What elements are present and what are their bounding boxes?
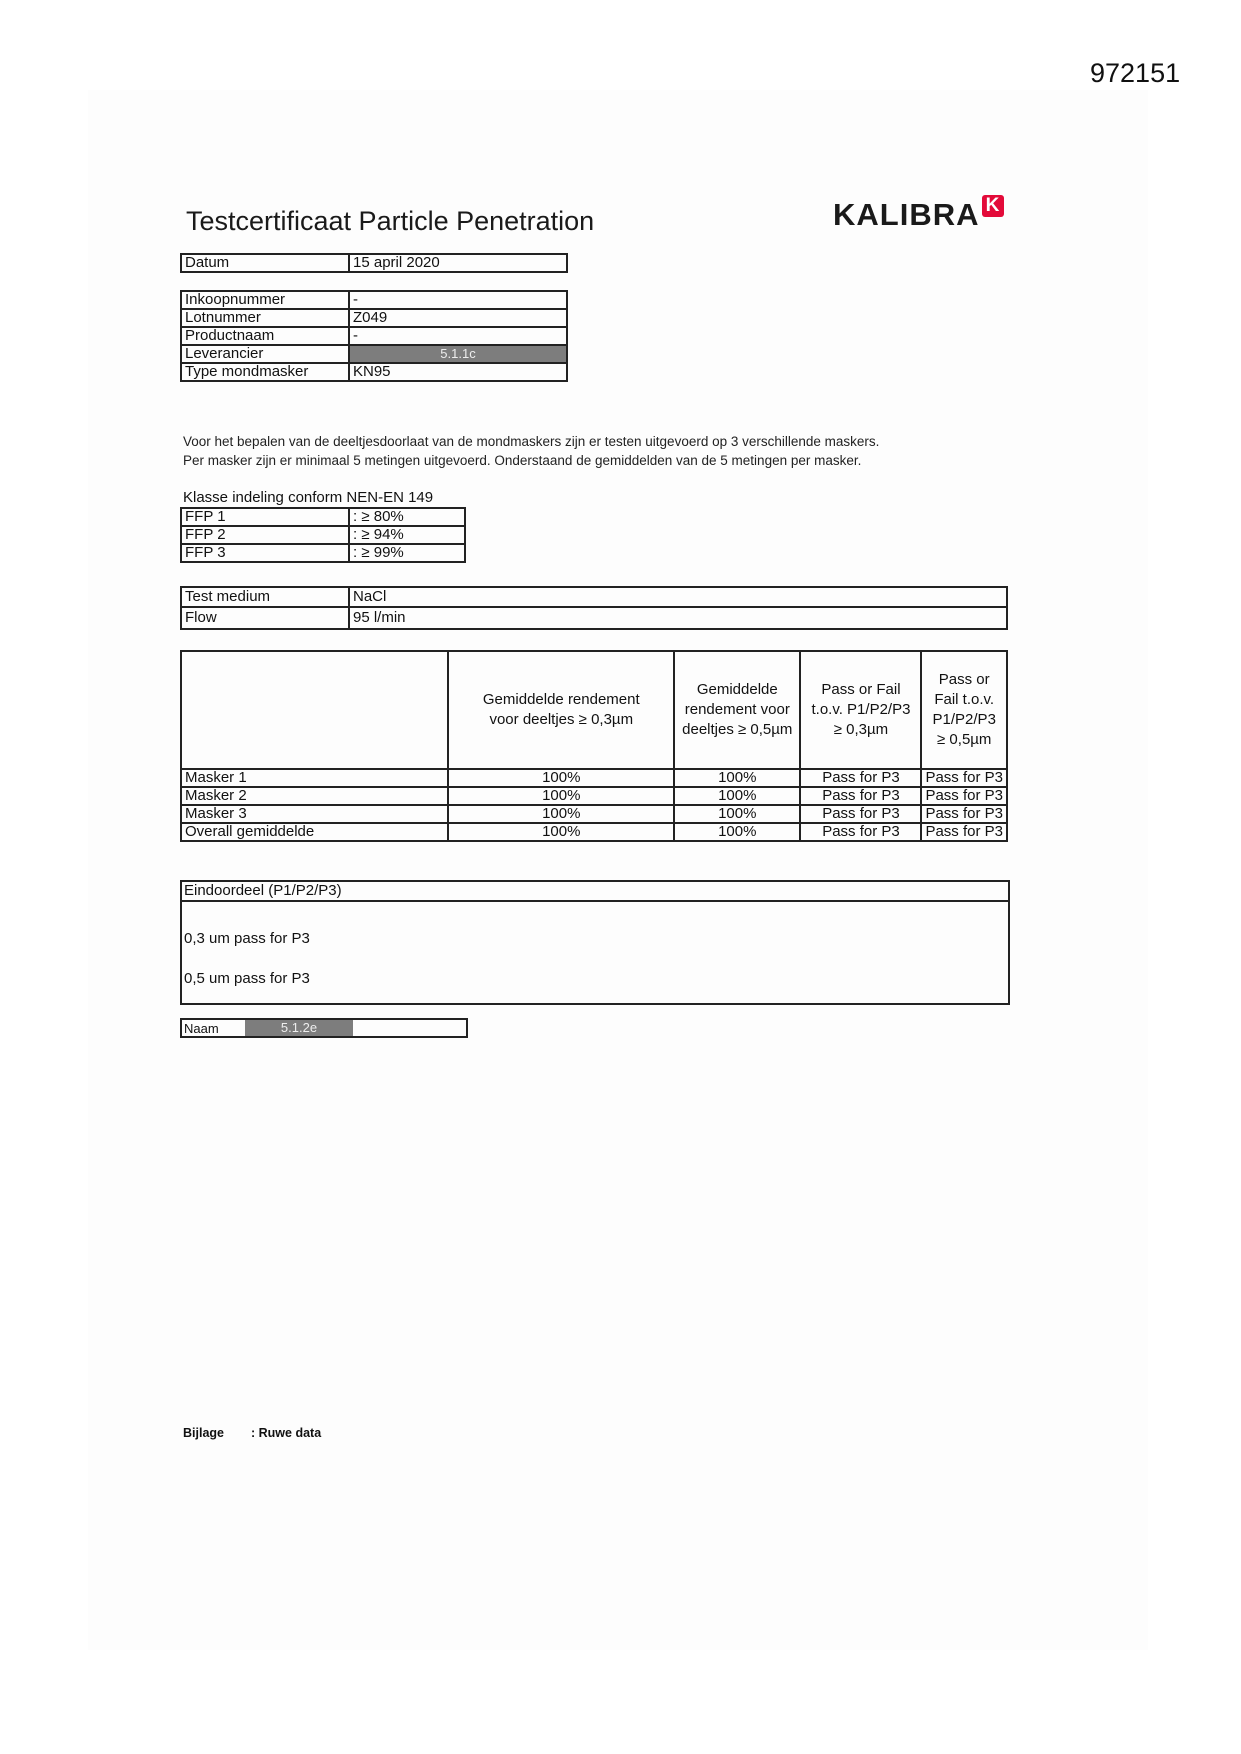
product-info-label: Leverancier: [181, 345, 349, 363]
results-cell: Pass for P3: [800, 805, 921, 823]
results-row-label: Masker 1: [181, 769, 448, 787]
table-row: [181, 254, 567, 272]
bijlage-value: : Ruwe data: [251, 1426, 322, 1440]
test-condition-label: Flow: [181, 607, 349, 629]
results-header-row: [181, 651, 1007, 769]
results-header-eff-03: Gemiddelde rendement voor deeltjes ≥ 0,3µm: [448, 651, 674, 769]
product-info-value: KN95: [349, 363, 567, 381]
product-info-value: -: [349, 291, 567, 309]
klasse-label: FFP 3: [181, 544, 349, 562]
klasse-title: Klasse indeling conform NEN-EN 149: [183, 489, 434, 506]
redacted-leverancier: 5.1.1c: [349, 345, 567, 363]
intro-line: Per masker zijn er minimaal 5 metingen uitgevoerd. Onderstaand de gemiddelden van de 5 metingen per masker.: [183, 453, 862, 468]
klasse-label: FFP 1: [181, 508, 349, 526]
test-condition-value: NaCl: [349, 587, 1007, 607]
logo-k-icon: K: [982, 195, 1004, 217]
results-cell: 100%: [448, 787, 674, 805]
product-info-label: Inkoopnummer: [181, 291, 349, 309]
kalibra-logo: [833, 197, 1004, 237]
klasse-value: : ≥ 99%: [349, 544, 465, 562]
product-info-label: Productnaam: [181, 327, 349, 345]
results-cell: 100%: [674, 769, 800, 787]
results-cell: Pass for P3: [800, 769, 921, 787]
document-number: 972151: [1090, 58, 1181, 88]
table-row: [181, 607, 1007, 629]
results-row-label: Masker 2: [181, 787, 448, 805]
results-cell: 100%: [448, 769, 674, 787]
table-row: [181, 823, 1007, 841]
table-row: [181, 787, 1007, 805]
test-condition-label: Test medium: [181, 587, 349, 607]
naam-label: Naam: [184, 1021, 219, 1036]
eindoordeel-title: Eindoordeel (P1/P2/P3): [182, 882, 1008, 902]
table-row: [181, 309, 567, 327]
results-cell: 100%: [448, 823, 674, 841]
results-cell: Pass for P3: [921, 787, 1007, 805]
results-cell: 100%: [448, 805, 674, 823]
table-row: [181, 544, 465, 562]
logo-wordmark: KALIBRA: [833, 197, 980, 232]
naam-field: [180, 1018, 468, 1038]
intro-paragraph: [183, 432, 1043, 470]
results-header-pf-05: Pass or Fail t.o.v. P1/P2/P3 ≥ 0,5µm: [921, 651, 1007, 769]
table-row: [181, 327, 567, 345]
results-row-label: Overall gemiddelde: [181, 823, 448, 841]
test-conditions-table: [180, 586, 1008, 630]
klasse-label: FFP 2: [181, 526, 349, 544]
eindoordeel-line: 0,5 um pass for P3: [184, 970, 310, 987]
table-row: [181, 363, 567, 381]
results-row-label: Masker 3: [181, 805, 448, 823]
results-cell: Pass for P3: [921, 805, 1007, 823]
datum-value: 15 april 2020: [349, 254, 567, 272]
table-row: [181, 805, 1007, 823]
klasse-value: : ≥ 94%: [349, 526, 465, 544]
redacted-naam: 5.1.2e: [245, 1020, 353, 1036]
results-cell: Pass for P3: [921, 769, 1007, 787]
results-cell: Pass for P3: [800, 823, 921, 841]
test-condition-value: 95 l/min: [349, 607, 1007, 629]
product-info-label: Lotnummer: [181, 309, 349, 327]
table-row: [181, 526, 465, 544]
product-info-value: -: [349, 327, 567, 345]
document-title: Testcertificaat Particle Penetration: [186, 206, 595, 236]
table-row: [181, 769, 1007, 787]
results-cell: Pass for P3: [800, 787, 921, 805]
eindoordeel-box: [180, 880, 1010, 1005]
table-row: [181, 345, 567, 363]
results-cell: Pass for P3: [921, 823, 1007, 841]
table-row: [181, 587, 1007, 607]
results-header-blank: [181, 651, 448, 769]
eindoordeel-line: 0,3 um pass for P3: [184, 930, 310, 947]
datum-table: [180, 253, 568, 273]
results-header-pf-03: Pass or Fail t.o.v. P1/P2/P3 ≥ 0,3µm: [800, 651, 921, 769]
product-info-value: Z049: [349, 309, 567, 327]
results-cell: 100%: [674, 823, 800, 841]
results-header-eff-05: Gemiddelde rendement voor deeltjes ≥ 0,5µm: [674, 651, 800, 769]
datum-label: Datum: [181, 254, 349, 272]
klasse-value: : ≥ 80%: [349, 508, 465, 526]
intro-line: Voor het bepalen van de deeltjesdoorlaat van de mondmaskers zijn er testen uitgevoerd op 3 verschillende maskers.: [183, 434, 880, 449]
table-row: [181, 508, 465, 526]
product-info-table: [180, 290, 568, 382]
product-info-label: Type mondmasker: [181, 363, 349, 381]
results-table: [180, 650, 1008, 842]
results-cell: 100%: [674, 787, 800, 805]
klasse-table: [180, 507, 466, 563]
results-cell: 100%: [674, 805, 800, 823]
table-row: [181, 291, 567, 309]
bijlage-label: Bijlage: [183, 1426, 224, 1440]
